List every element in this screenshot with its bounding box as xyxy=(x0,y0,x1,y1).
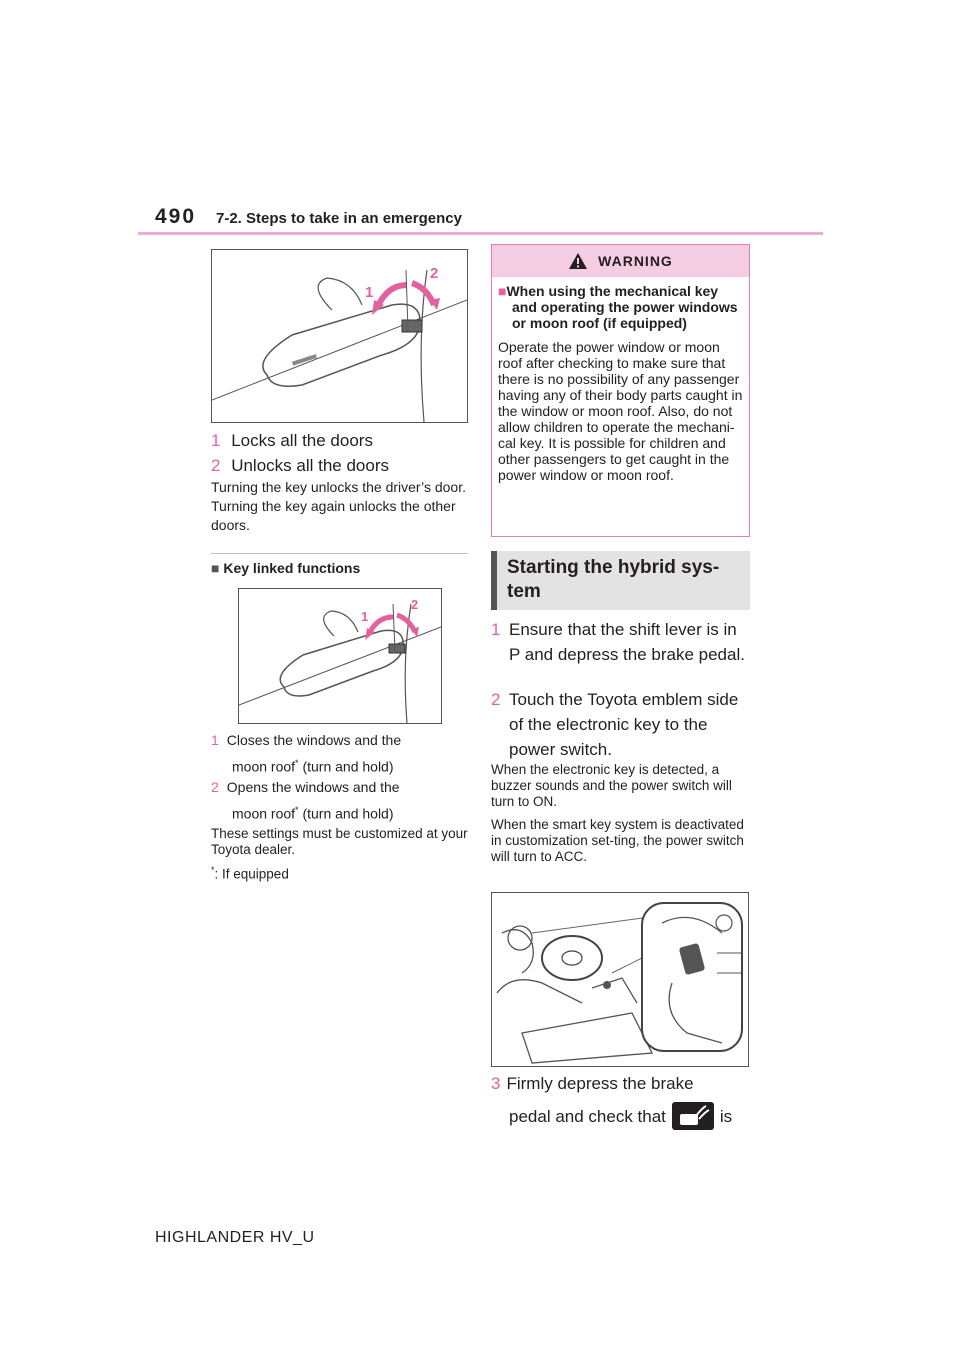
step-unlock: 2 Unlocks all the doors xyxy=(211,456,390,475)
step-depress-brake: 3 Firmly depress the brake pedal and check that is xyxy=(491,1071,750,1130)
figure-label-1: 1 xyxy=(365,284,374,301)
figure-label-2: 2 xyxy=(430,265,439,282)
note-smart-key-deactivated: When the smart key system is deactivated in customization set-ting, the power switch will turn to ACC. xyxy=(491,817,744,864)
warning-body: Operate the power window or moon roof after checking to make sure that there is no possibility of any passenger having any of their body parts caught in the window or moon roof. Also, do not allow children to operate the mechani-cal key. It is possible for children and other passengers to get caught in the power window or moon roof. xyxy=(498,339,743,483)
key-linked-figure xyxy=(238,588,442,724)
door-handle-illustration xyxy=(212,250,467,422)
settings-note: These settings must be customized at your Toyota dealer. xyxy=(211,826,468,857)
step-touch-emblem: 2 Touch the Toyota emblem side of the electronic key to the power switch. xyxy=(491,690,739,759)
function-close-windows: 1 Closes the windows and the moon roof* (turn and hold) xyxy=(211,732,402,775)
step-lock: 1 Locks all the doors xyxy=(211,431,373,450)
key-linked-heading: ■ Key linked functions xyxy=(211,560,361,576)
door-handle-illustration-small xyxy=(239,589,441,723)
warning-title: WARNING xyxy=(598,253,673,269)
section-divider xyxy=(211,553,468,554)
note-key-detected: When the electronic key is detected, a buzzer sounds and the power switch will turn to ON. xyxy=(491,762,732,809)
warning-subheading: ■When using the mechanical key and operating the power windows or moon roof (if equipped) xyxy=(498,283,738,331)
starting-hybrid-heading: Starting the hybrid sys-tem xyxy=(491,551,750,610)
footnote: *: If equipped xyxy=(211,865,289,882)
smart-key-indicator-icon xyxy=(672,1102,714,1130)
figure2-label-2: 2 xyxy=(411,597,419,612)
header-rule xyxy=(138,232,823,235)
driver-power-switch-illustration xyxy=(492,893,748,1066)
warning-header xyxy=(492,245,749,277)
warning-triangle-icon xyxy=(568,252,588,270)
figure2-label-1: 1 xyxy=(361,609,369,624)
section-title: 7-2. Steps to take in an emergency xyxy=(216,210,462,227)
door-key-figure xyxy=(211,249,468,423)
step-shift-lever: 1 Ensure that the shift lever is in P and depress the brake pedal. xyxy=(491,620,745,664)
page-number: 490 xyxy=(155,205,197,228)
warning-box xyxy=(491,244,750,537)
function-open-windows: 2 Opens the windows and the moon roof* (turn and hold) xyxy=(211,779,400,822)
model-footer: HIGHLANDER HV_U xyxy=(155,1229,315,1246)
power-switch-figure xyxy=(491,892,749,1067)
key-unlock-note: Turning the key unlocks the driver’s door. Turning the key again unlocks the other doors. xyxy=(211,479,466,533)
